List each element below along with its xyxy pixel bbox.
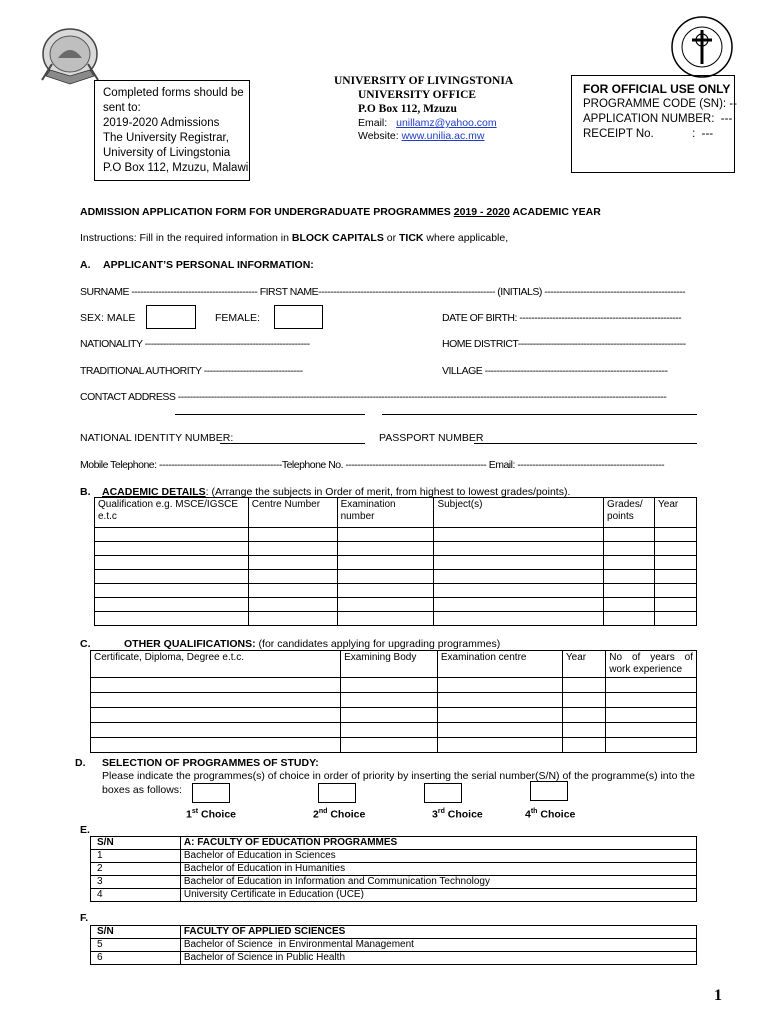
section-e-letter: E.: [80, 824, 90, 836]
female-checkbox[interactable]: [274, 305, 323, 329]
email-label: Email:: [358, 117, 388, 129]
third-choice-label: 3rd Choice: [432, 808, 483, 821]
instructions: Instructions: Fill in the required information in BLOCK CAPITALS or TICK where applicable,: [80, 232, 509, 244]
page-number: 1: [714, 987, 722, 1004]
col-header-certificate: Certificate, Diploma, Degree e.t.c.: [91, 651, 341, 678]
table-row[interactable]: [95, 584, 697, 598]
second-choice-label: 2nd Choice: [313, 808, 366, 821]
section-d-instruction-1: Please indicate the programmes(s) of choice in order of priority by inserting the serial number(S/N) of the programme(s) into the: [102, 770, 695, 782]
website-label: Website:: [358, 130, 399, 142]
email-line: [358, 117, 497, 129]
table-row[interactable]: [95, 570, 697, 584]
col-header-qualification: Qualification e.g. MSCE/IGSCE e.t.c: [95, 498, 249, 528]
national-id-input[interactable]: [220, 443, 365, 444]
faculty-applied-sciences-header: FACULTY OF APPLIED SCIENCES: [180, 926, 696, 939]
national-id-label: NATIONAL IDENTITY NUMBER:: [80, 432, 234, 444]
table-row[interactable]: [95, 612, 697, 626]
table-row[interactable]: [95, 542, 697, 556]
table-row[interactable]: [91, 708, 697, 723]
home-district-field[interactable]: HOME DISTRICT--------------------------------------------------------: [442, 338, 686, 350]
first-choice-label: 1st Choice: [186, 808, 237, 821]
section-b-letter: B.: [80, 486, 91, 498]
table-row: 3 Bachelor of Education in Information and Communication Technology: [91, 876, 697, 889]
section-d-letter: D.: [75, 757, 86, 769]
col-header-exam-centre: Examination centre: [437, 651, 562, 678]
village-field[interactable]: VILLAGE -------------------------------------------------------------: [442, 365, 668, 377]
contact-address-line-2[interactable]: [382, 414, 697, 415]
col-header-subjects: Subject(s): [434, 498, 604, 528]
date-of-birth-field[interactable]: DATE OF BIRTH: ------------------------------------------------------: [442, 312, 682, 324]
submission-address-text: Completed forms should be sent to: 2019-2020 Admissions The University Registrar, University of Livingstonia P.O Box 112, Mzuzu, Malawi: [103, 87, 249, 174]
fourth-choice-label: 4th Choice: [525, 808, 576, 821]
passport-label: PASSPORT NUMBER: [379, 432, 484, 444]
surname-field[interactable]: SURNAME ------------------------------------------ FIRST NAME----------------------------------------------------------- (INITIALS) -----------------------------------------------: [80, 286, 686, 298]
table-row: 1 Bachelor of Education in Sciences: [91, 850, 697, 863]
nationality-field[interactable]: NATIONALITY -------------------------------------------------------: [80, 338, 310, 350]
section-a-title: APPLICANT’S PERSONAL INFORMATION:: [103, 259, 314, 271]
table-row[interactable]: [95, 556, 697, 570]
section-f-letter: F.: [80, 912, 89, 924]
table-row[interactable]: [95, 528, 697, 542]
university-po-box: P.O Box 112, Mzuzu: [358, 103, 457, 115]
official-use-text: FOR OFFICIAL USE ONLY PROGRAMME CODE (SN): -- APPLICATION NUMBER: --- RECEIPT No. : ---: [583, 82, 737, 140]
table-row: 5 Bachelor of Science in Environmental Management: [91, 939, 697, 952]
col-header-centre-number: Centre Number: [248, 498, 337, 528]
third-choice-box[interactable]: [424, 783, 462, 803]
official-use-title: FOR OFFICIAL USE ONLY: [583, 82, 731, 96]
form-title: ADMISSION APPLICATION FORM FOR UNDERGRADUATE PROGRAMMES 2019 - 2020 ACADEMIC YEAR: [80, 206, 601, 218]
section-c-heading: OTHER QUALIFICATIONS: (for candidates applying for upgrading programmes): [124, 638, 501, 650]
col-header-work-experience: No of years of work experience: [606, 651, 697, 678]
section-b-heading: ACADEMIC DETAILS: (Arrange the subjects in Order of merit, from highest to lowest grades/points).: [102, 486, 571, 498]
sex-male-label: SEX: MALE: [80, 312, 136, 324]
phone-email-field[interactable]: Mobile Telephone: -----------------------------------------Telephone No. ----------------------------------------------- Email: -------------------------------------------------: [80, 459, 665, 471]
table-row: 4 University Certificate in Education (UCE): [91, 889, 697, 902]
traditional-authority-field[interactable]: TRADITIONAL AUTHORITY ---------------------------------: [80, 365, 303, 377]
sn-header: S/N: [91, 926, 181, 939]
website-link[interactable]: www.unilia.ac.mw: [401, 130, 485, 142]
fourth-choice-box[interactable]: [530, 781, 568, 801]
education-programmes-table: [90, 836, 697, 902]
synod-seal-logo: [668, 14, 736, 80]
other-qualifications-table: [90, 650, 697, 753]
table-row[interactable]: [91, 738, 697, 753]
university-office: UNIVERSITY OFFICE: [358, 89, 477, 101]
col-header-grades: Grades/ points: [604, 498, 655, 528]
academic-details-table: [94, 497, 697, 626]
passport-input[interactable]: [474, 443, 697, 444]
col-header-year: Year: [562, 651, 605, 678]
table-row[interactable]: [95, 598, 697, 612]
university-crest-logo: [38, 24, 102, 90]
university-name: UNIVERSITY OF LIVINGSTONIA: [334, 75, 514, 87]
col-header-year: Year: [655, 498, 697, 528]
section-d-instruction-2: boxes as follows:: [102, 784, 182, 796]
table-row[interactable]: [91, 678, 697, 693]
table-row[interactable]: [91, 693, 697, 708]
section-c-letter: C.: [80, 638, 91, 650]
table-row: 6 Bachelor of Science in Public Health: [91, 952, 697, 965]
website-line: [358, 130, 484, 142]
female-label: FEMALE:: [215, 312, 260, 324]
sn-header: S/N: [91, 837, 181, 850]
contact-address-line-1[interactable]: [175, 414, 365, 415]
email-link[interactable]: unillamz@yahoo.com: [396, 117, 497, 129]
faculty-education-header: A: FACULTY OF EDUCATION PROGRAMMES: [180, 837, 696, 850]
section-d-title: SELECTION OF PROGRAMMES OF STUDY:: [102, 757, 319, 769]
second-choice-box[interactable]: [318, 783, 356, 803]
col-header-examining-body: Examining Body: [341, 651, 438, 678]
male-checkbox[interactable]: [146, 305, 196, 329]
col-header-exam-number: Examination number: [337, 498, 434, 528]
table-row: 2 Bachelor of Education in Humanities: [91, 863, 697, 876]
applied-sciences-table: [90, 925, 697, 965]
table-row[interactable]: [91, 723, 697, 738]
contact-address-field[interactable]: CONTACT ADDRESS -------------------------------------------------------------------------------------------------------------------------------------------------------------------: [80, 391, 667, 403]
first-choice-box[interactable]: [192, 783, 230, 803]
section-a-letter: A.: [80, 259, 91, 271]
